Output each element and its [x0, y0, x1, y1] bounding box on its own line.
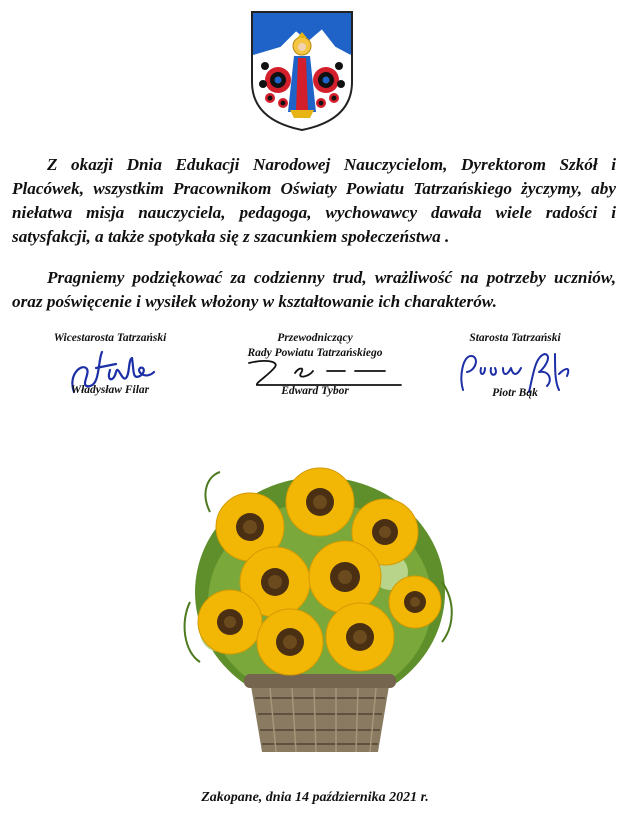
signature-name-center: Edward Tybor [281, 385, 349, 397]
greeting-paragraph: Z okazji Dnia Edukacji Narodowej Nauczycielom, Dyrektorom Szkół i Placówek, wszystkim Pracownikom Oświaty Powiatu Tatrzańskiego życzymy, aby niełatwa misja nauczyciela, pedagoga, wychowawcy dawała wiele radości i satysfakcji, a także spotykała się z szacunkiem społeczeństwa . [12, 155, 616, 246]
coat-of-arms-icon [250, 10, 354, 132]
signature-title-right: Starosta Tatrzański [469, 332, 561, 344]
signature-name-left: Władysław Filar [70, 384, 150, 396]
signature-title-center-line2: Rady Powiatu Tatrzańskiego [247, 347, 383, 359]
sunflower-basket-image [180, 452, 460, 757]
signature-name-right: Piotr Bąk [492, 387, 538, 399]
signature-title-left: Wicestarosta Tatrzański [53, 332, 167, 344]
date-line: Zakopane, dnia 14 października 2021 r. [201, 790, 429, 805]
thanks-paragraph: Pragniemy podziękować za codzienny trud, wrażliwość na potrzeby uczniów, oraz poświęcenie i wysiłek włożony w kształtowanie ich charakterów. [12, 268, 616, 311]
signature-title-center-line1: Przewodniczący [277, 332, 353, 344]
